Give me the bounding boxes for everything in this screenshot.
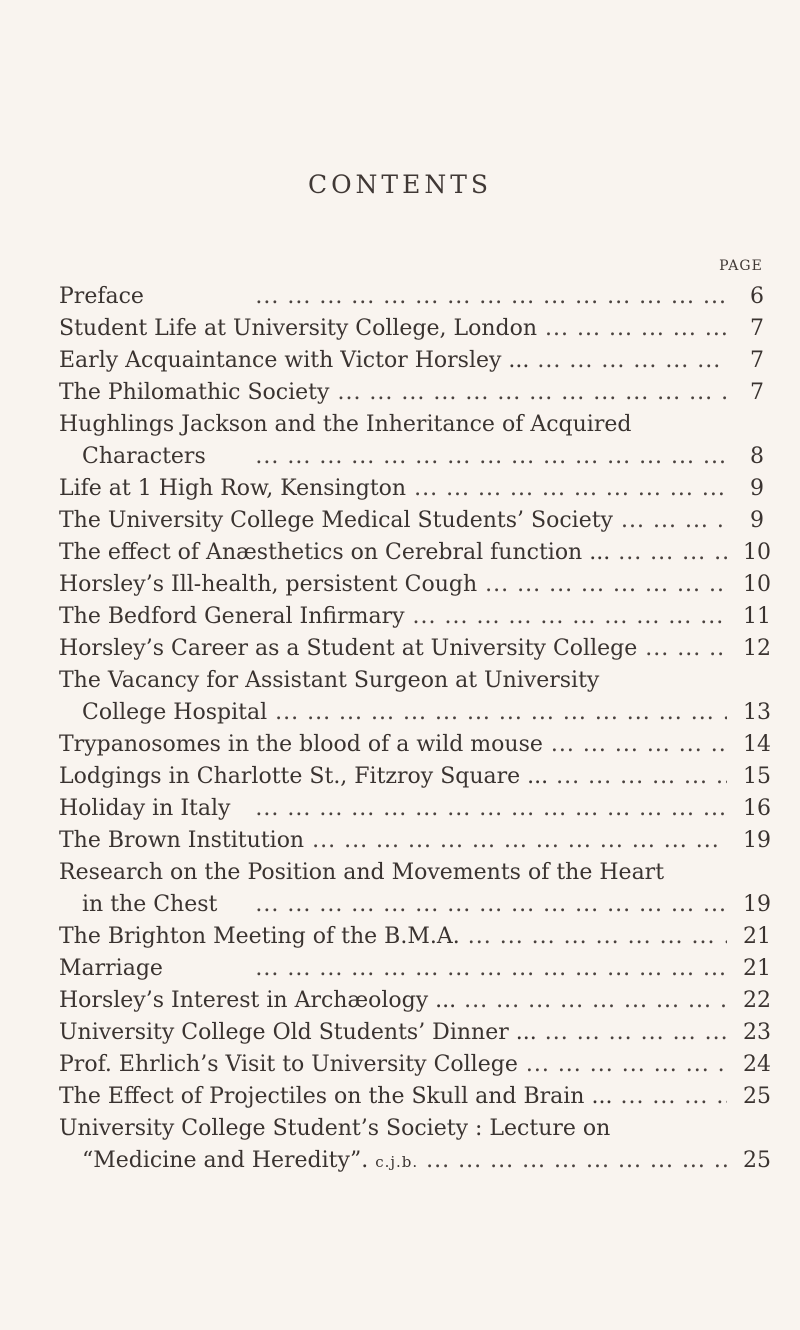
toc-entry[interactable] bbox=[59, 827, 779, 855]
toc-entry[interactable] bbox=[59, 379, 779, 407]
toc-entry-title-line2: Characters bbox=[82, 444, 206, 469]
toc-entry-title: Horsley’s Ill-health, persistent Cough bbox=[59, 572, 478, 597]
toc-entry[interactable] bbox=[59, 507, 779, 535]
toc-entry-title: Holiday in Italy bbox=[59, 796, 231, 821]
page-column-label: PAGE bbox=[719, 258, 763, 274]
toc-entry-page: 7 bbox=[750, 348, 764, 373]
dot-leader bbox=[225, 891, 727, 919]
toc-entry-page: 8 bbox=[750, 444, 764, 469]
toc-entry-page: 15 bbox=[743, 764, 771, 789]
toc-entry-title: The Brown Institution bbox=[59, 828, 305, 853]
toc-entry-page: 12 bbox=[743, 636, 771, 661]
toc-entry-title: Student Life at University College, London bbox=[59, 316, 538, 341]
toc-entry-page: 21 bbox=[743, 924, 771, 949]
toc-entry-page: 7 bbox=[750, 380, 764, 405]
toc-entry-title: Life at 1 High Row, Kensington bbox=[59, 476, 407, 501]
toc-entry-title-line2: College Hospital bbox=[82, 700, 268, 725]
toc-entry[interactable] bbox=[59, 1083, 779, 1111]
toc-entry[interactable] bbox=[59, 315, 779, 343]
dot-leader bbox=[620, 1083, 727, 1111]
toc-entry[interactable] bbox=[59, 603, 779, 631]
toc-entry[interactable] bbox=[59, 763, 779, 791]
toc-entry[interactable] bbox=[59, 475, 779, 503]
dot-leader bbox=[618, 539, 727, 567]
toc-entry-page: 25 bbox=[743, 1148, 771, 1173]
toc-entry-title: Preface bbox=[59, 284, 144, 309]
toc-entry[interactable] bbox=[59, 1115, 779, 1175]
toc-entry-title-line2: in the Chest bbox=[82, 892, 218, 917]
toc-entry-page: 24 bbox=[743, 1052, 771, 1077]
toc-entry-title-line1: Research on the Position and Movements of the Heart bbox=[59, 860, 665, 885]
toc-entry[interactable] bbox=[59, 667, 779, 727]
toc-entry-page: 10 bbox=[743, 540, 771, 565]
toc-entry-page: 19 bbox=[743, 828, 771, 853]
toc-entry-title: Marriage bbox=[59, 956, 163, 981]
toc-entry-title-line1: The Vacancy for Assistant Surgeon at University bbox=[59, 668, 600, 693]
dot-leader bbox=[545, 1019, 727, 1047]
dot-leader bbox=[312, 827, 727, 855]
toc-entry[interactable] bbox=[59, 859, 779, 919]
toc-entry-title: The University College Medical Students’ Society bbox=[59, 508, 613, 533]
toc-entry-title: University College Old Students’ Dinner ... bbox=[59, 1020, 537, 1045]
toc-entry[interactable] bbox=[59, 731, 779, 759]
toc-entry-title: Prof. Ehrlich’s Visit to University College bbox=[59, 1052, 518, 1077]
toc-entry-title-line1: University College Student’s Society : Lecture on bbox=[59, 1116, 611, 1141]
toc-entry-page: 23 bbox=[743, 1020, 771, 1045]
toc-entry[interactable] bbox=[59, 539, 779, 567]
dot-leader bbox=[526, 1051, 727, 1079]
toc-entry[interactable] bbox=[59, 571, 779, 599]
toc-entry[interactable] bbox=[59, 955, 779, 983]
dot-leader bbox=[464, 987, 727, 1015]
toc-entry[interactable] bbox=[59, 411, 779, 471]
toc-entry-title: Horsley’s Career as a Student at University College bbox=[59, 636, 638, 661]
toc-entry[interactable] bbox=[59, 923, 779, 951]
dot-leader bbox=[337, 379, 727, 407]
toc-entry[interactable] bbox=[59, 987, 779, 1015]
toc-entry-title: The Bedford General Infirmary bbox=[59, 604, 405, 629]
toc-entry-page: 10 bbox=[743, 572, 771, 597]
toc-entry[interactable] bbox=[59, 283, 779, 311]
toc-entry-page: 22 bbox=[743, 988, 771, 1013]
dot-leader bbox=[414, 475, 727, 503]
toc-entry-page: 6 bbox=[750, 284, 764, 309]
toc-entry[interactable] bbox=[59, 635, 779, 663]
toc-entry-page: 9 bbox=[750, 476, 764, 501]
toc-entry-title: The Brighton Meeting of the B.M.A. bbox=[59, 924, 460, 949]
toc-entry-title-line1: Hughlings Jackson and the Inheritance of Acquired bbox=[59, 412, 632, 437]
dot-leader bbox=[152, 283, 727, 311]
toc-entry[interactable] bbox=[59, 347, 779, 375]
toc-entry-page: 16 bbox=[743, 796, 771, 821]
dot-leader bbox=[645, 635, 727, 663]
dot-leader bbox=[275, 699, 727, 727]
toc-entry-title: Lodgings in Charlotte St., Fitzroy Square ... bbox=[59, 764, 549, 789]
dot-leader bbox=[238, 795, 727, 823]
dot-leader bbox=[485, 571, 727, 599]
dot-leader bbox=[426, 1147, 727, 1175]
toc-entry[interactable] bbox=[59, 1051, 779, 1079]
toc-entry-page: 14 bbox=[743, 732, 771, 757]
toc-entry-page: 7 bbox=[750, 316, 764, 341]
dot-leader bbox=[556, 763, 727, 791]
dot-leader bbox=[545, 315, 727, 343]
toc-entry[interactable] bbox=[59, 795, 779, 823]
page-title: CONTENTS bbox=[307, 170, 493, 199]
dot-leader bbox=[214, 443, 727, 471]
toc-entry[interactable] bbox=[59, 1019, 779, 1047]
dot-leader bbox=[621, 507, 727, 535]
toc-entry-title: Trypanosomes in the blood of a wild mouse bbox=[59, 732, 543, 757]
dot-leader bbox=[171, 955, 727, 983]
toc-entry-page: 9 bbox=[750, 508, 764, 533]
author-initials: c.j.b. bbox=[375, 1153, 419, 1171]
toc-entry-page: 11 bbox=[743, 604, 771, 629]
toc-entry-page: 25 bbox=[743, 1084, 771, 1109]
toc-entry-page: 19 bbox=[743, 892, 771, 917]
dot-leader bbox=[413, 603, 727, 631]
toc-entry-page: 13 bbox=[743, 700, 771, 725]
dot-leader bbox=[551, 731, 727, 759]
toc-entry-title: The Effect of Projectiles on the Skull and Brain ... bbox=[59, 1084, 613, 1109]
toc-entry-title-line2 bbox=[82, 1147, 418, 1176]
lecture-title: “Medicine and Heredity”. bbox=[82, 1148, 369, 1173]
toc-entry-title: Early Acquaintance with Victor Horsley ... bbox=[59, 348, 530, 373]
toc-entry-title: Horsley’s Interest in Archæology ... bbox=[59, 988, 457, 1013]
dot-leader bbox=[468, 923, 727, 951]
table-of-contents bbox=[59, 283, 779, 1179]
toc-entry-page: 21 bbox=[743, 956, 771, 981]
dot-leader bbox=[537, 347, 727, 375]
toc-entry-title: The Philomathic Society bbox=[59, 380, 330, 405]
toc-entry-title: The effect of Anæsthetics on Cerebral function ... bbox=[59, 540, 611, 565]
